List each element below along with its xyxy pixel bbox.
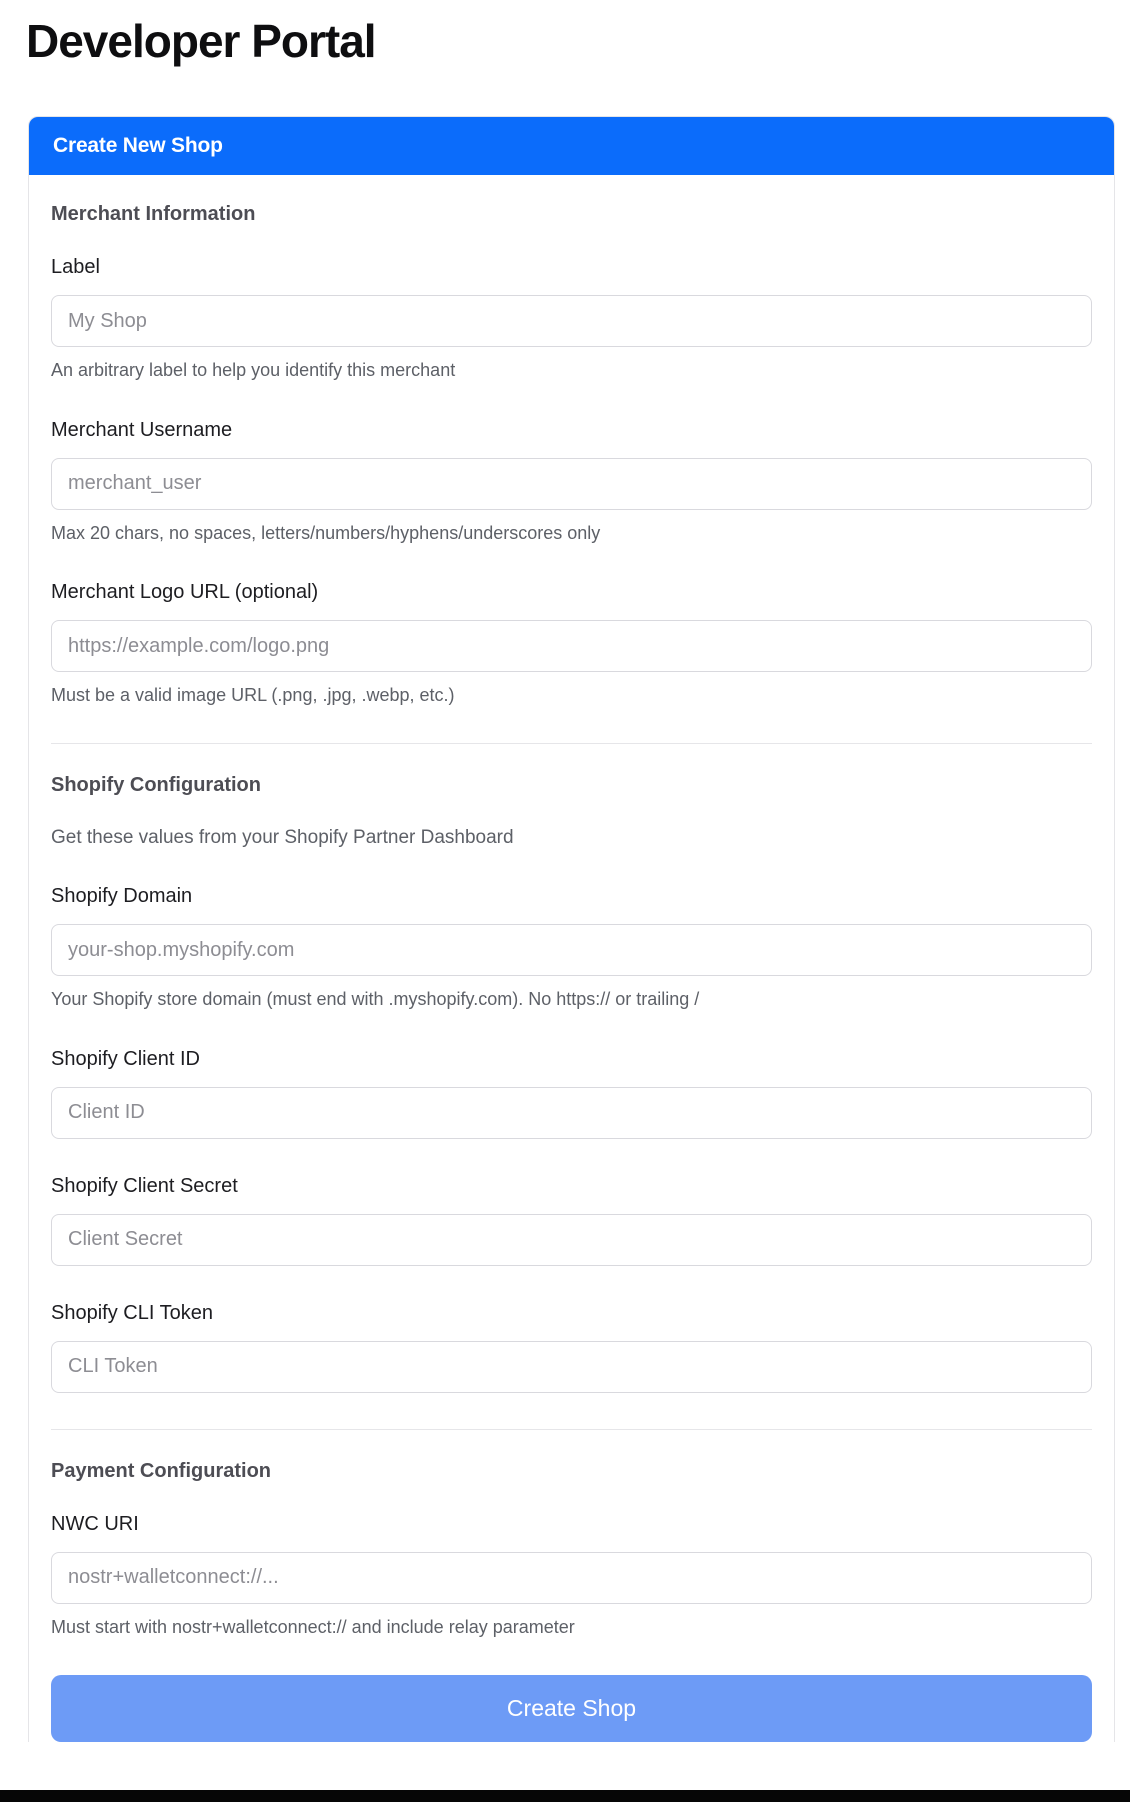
field-shopify-cli-token	[51, 1302, 1092, 1393]
shopify-client-secret-input[interactable]	[51, 1214, 1092, 1266]
shopify-client-secret-field-label: Shopify Client Secret	[51, 1174, 238, 1197]
page-title: Developer Portal	[26, 15, 376, 67]
merchant-logo-url-field-label: Merchant Logo URL (optional)	[51, 581, 319, 604]
field-shopify-client-id	[51, 1048, 1092, 1139]
shopify-client-id-input[interactable]	[51, 1087, 1092, 1139]
shop-label-input[interactable]	[51, 295, 1092, 347]
shopify-domain-field-label: Shopify Domain	[51, 885, 193, 908]
field-shop-label	[51, 256, 1092, 382]
shop-label-help-text: An arbitrary label to help you identify this merchant	[51, 360, 456, 381]
section-heading-payment-configuration: Payment Configuration	[51, 1459, 272, 1482]
nwc-uri-field-label: NWC URI	[51, 1512, 139, 1535]
shopify-client-id-field-label: Shopify Client ID	[51, 1047, 200, 1070]
merchant-username-field-label: Merchant Username	[51, 418, 233, 441]
merchant-logo-url-input[interactable]	[51, 620, 1092, 672]
section-heading-shopify-configuration: Shopify Configuration	[51, 774, 261, 797]
nwc-uri-help-text: Must start with nostr+walletconnect:// and include relay parameter	[51, 1616, 575, 1637]
shopify-cli-token-field-label: Shopify CLI Token	[51, 1301, 213, 1324]
field-shopify-client-secret	[51, 1175, 1092, 1266]
merchant-logo-url-help-text: Must be a valid image URL (.png, .jpg, .webp, etc.)	[51, 685, 455, 706]
shop-label-field-label: Label	[51, 256, 100, 279]
shopify-domain-input[interactable]	[51, 924, 1092, 976]
shopify-cli-token-input[interactable]	[51, 1341, 1092, 1393]
panel-header	[29, 117, 1114, 175]
shopify-domain-help-text: Your Shopify store domain (must end with .myshopify.com). No https:// or trailing /	[51, 989, 700, 1010]
merchant-username-help-text: Max 20 chars, no spaces, letters/numbers/hyphens/underscores only	[51, 522, 601, 543]
shopify-configuration-subtitle: Get these values from your Shopify Partner Dashboard	[51, 827, 514, 849]
nwc-uri-input[interactable]	[51, 1552, 1092, 1604]
field-merchant-username	[51, 419, 1092, 545]
field-merchant-logo-url	[51, 581, 1092, 707]
field-shopify-domain	[51, 885, 1092, 1011]
panel-header-title: Create New Shop	[53, 134, 223, 158]
panel-body	[29, 175, 1114, 1742]
create-new-shop-panel	[28, 116, 1115, 1742]
create-shop-button[interactable]: Create Shop	[51, 1675, 1092, 1742]
field-nwc-uri	[51, 1513, 1092, 1639]
merchant-username-input[interactable]	[51, 458, 1092, 510]
section-heading-merchant-information: Merchant Information	[51, 203, 256, 226]
section-divider	[51, 743, 1092, 744]
bottom-bar	[0, 1790, 1130, 1802]
section-divider	[51, 1429, 1092, 1430]
